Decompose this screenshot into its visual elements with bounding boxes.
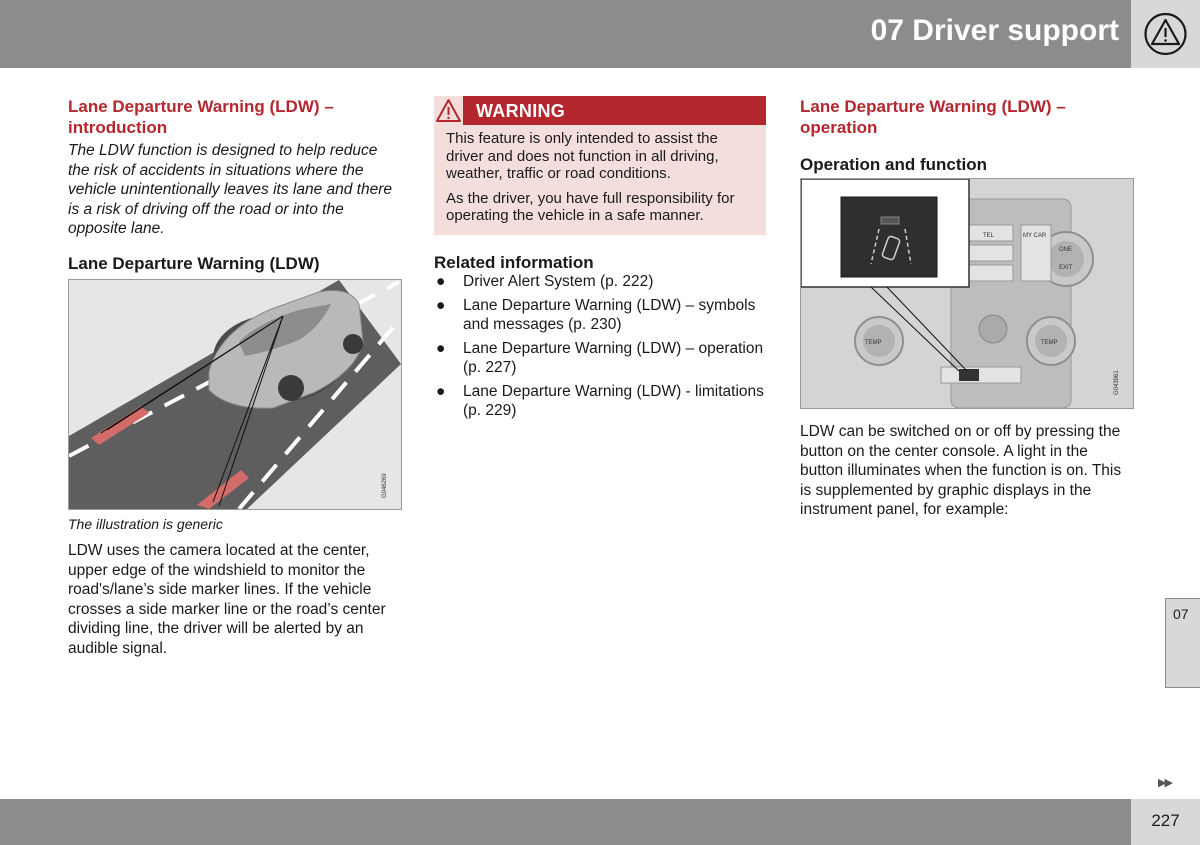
related-link[interactable]: Lane Departure Warning (LDW) – operation (p. 227) xyxy=(463,340,764,376)
heading-line: Lane Departure Warning (LDW) – xyxy=(800,97,1066,116)
warning-header xyxy=(434,96,766,125)
column-intro xyxy=(68,96,402,658)
related-link[interactable]: Lane Departure Warning (LDW) – symbols and messages (p. 230) xyxy=(463,297,756,333)
road-car-illustration xyxy=(69,280,401,509)
center-console-illustration xyxy=(801,179,1133,408)
console-label-exit: EXIT xyxy=(1059,265,1073,271)
console-label-tel: TEL xyxy=(983,233,995,239)
related-item[interactable]: ● Lane Departure Warning (LDW) – symbols and messages (p. 230) xyxy=(436,297,756,333)
warning-label: WARNING xyxy=(476,101,566,121)
console-label-temp: TEMP xyxy=(1041,340,1058,346)
double-chevron-right-icon[interactable]: ▶▶ xyxy=(1158,777,1171,789)
related-link[interactable]: Lane Departure Warning (LDW) - limitations (p. 229) xyxy=(463,383,764,419)
related-item[interactable]: ● Lane Departure Warning (LDW) - limitations (p. 229) xyxy=(436,383,764,419)
section-heading-introduction xyxy=(68,96,402,138)
console-label-one: ONE xyxy=(1059,247,1073,253)
console-label-temp: TEMP xyxy=(865,340,882,346)
related-item[interactable]: ● Driver Alert System (p. 222) xyxy=(436,272,654,290)
warning-icon xyxy=(434,96,463,125)
figure-caption: The illustration is generic xyxy=(68,515,223,532)
warning-paragraph: This feature is only intended to assist the driver and does not function in all driving, weather, traffic or road conditions. xyxy=(446,130,719,182)
header-icon-box xyxy=(1131,0,1200,68)
chapter-title: 07 Driver support xyxy=(870,14,1119,47)
related-link[interactable]: Driver Alert System (p. 222) xyxy=(463,272,654,290)
subheading-operation: Operation and function xyxy=(800,155,987,174)
column-operation xyxy=(800,96,1133,520)
console-illustration xyxy=(800,178,1134,409)
heading-line: Lane Departure Warning (LDW) – xyxy=(68,97,334,116)
warning-paragraph: As the driver, you have full responsibility for operating the vehicle in a safe manner. xyxy=(446,189,735,224)
column-warning xyxy=(434,96,766,426)
warning-body xyxy=(434,125,766,235)
related-list xyxy=(434,273,766,421)
warning-triangle-icon xyxy=(1131,0,1200,68)
related-heading: Related information xyxy=(434,252,594,272)
body-paragraph: LDW uses the camera located at the center, upper edge of the windshield to monitor the road's/lane’s side marker lines. If the vehicle crosses a side marker line or the road’s center dividing line, the driver will be alerted by an audible signal. xyxy=(68,542,386,657)
footer-bar xyxy=(0,799,1131,845)
page-number: 227 xyxy=(1151,811,1180,830)
figure-code: G043961 xyxy=(1114,370,1120,395)
ldw-illustration xyxy=(68,279,402,510)
heading-line: operation xyxy=(800,118,878,137)
chapter-tab-label: 07 xyxy=(1173,606,1189,622)
intro-paragraph: The LDW function is designed to help reduce the risk of accidents in situations where the vehicle unintentionally leaves its lane and there is a risk of driving off the road or into the opposite lane. xyxy=(68,142,392,237)
section-heading-operation xyxy=(800,96,1133,138)
console-label-my-car: MY CAR xyxy=(1023,233,1047,239)
subheading-ldw: Lane Departure Warning (LDW) xyxy=(68,253,320,273)
figure-code: G046269 xyxy=(382,472,388,498)
chapter-tab[interactable] xyxy=(1165,598,1200,688)
body-paragraph: LDW can be switched on or off by pressing the button on the center console. A light in the button illuminates when the function is on. This is supplemented by graphic displays in the instrument panel, for example: xyxy=(800,423,1122,518)
related-item[interactable]: ● Lane Departure Warning (LDW) – operation (p. 227) xyxy=(436,340,764,376)
heading-line: introduction xyxy=(68,118,168,137)
